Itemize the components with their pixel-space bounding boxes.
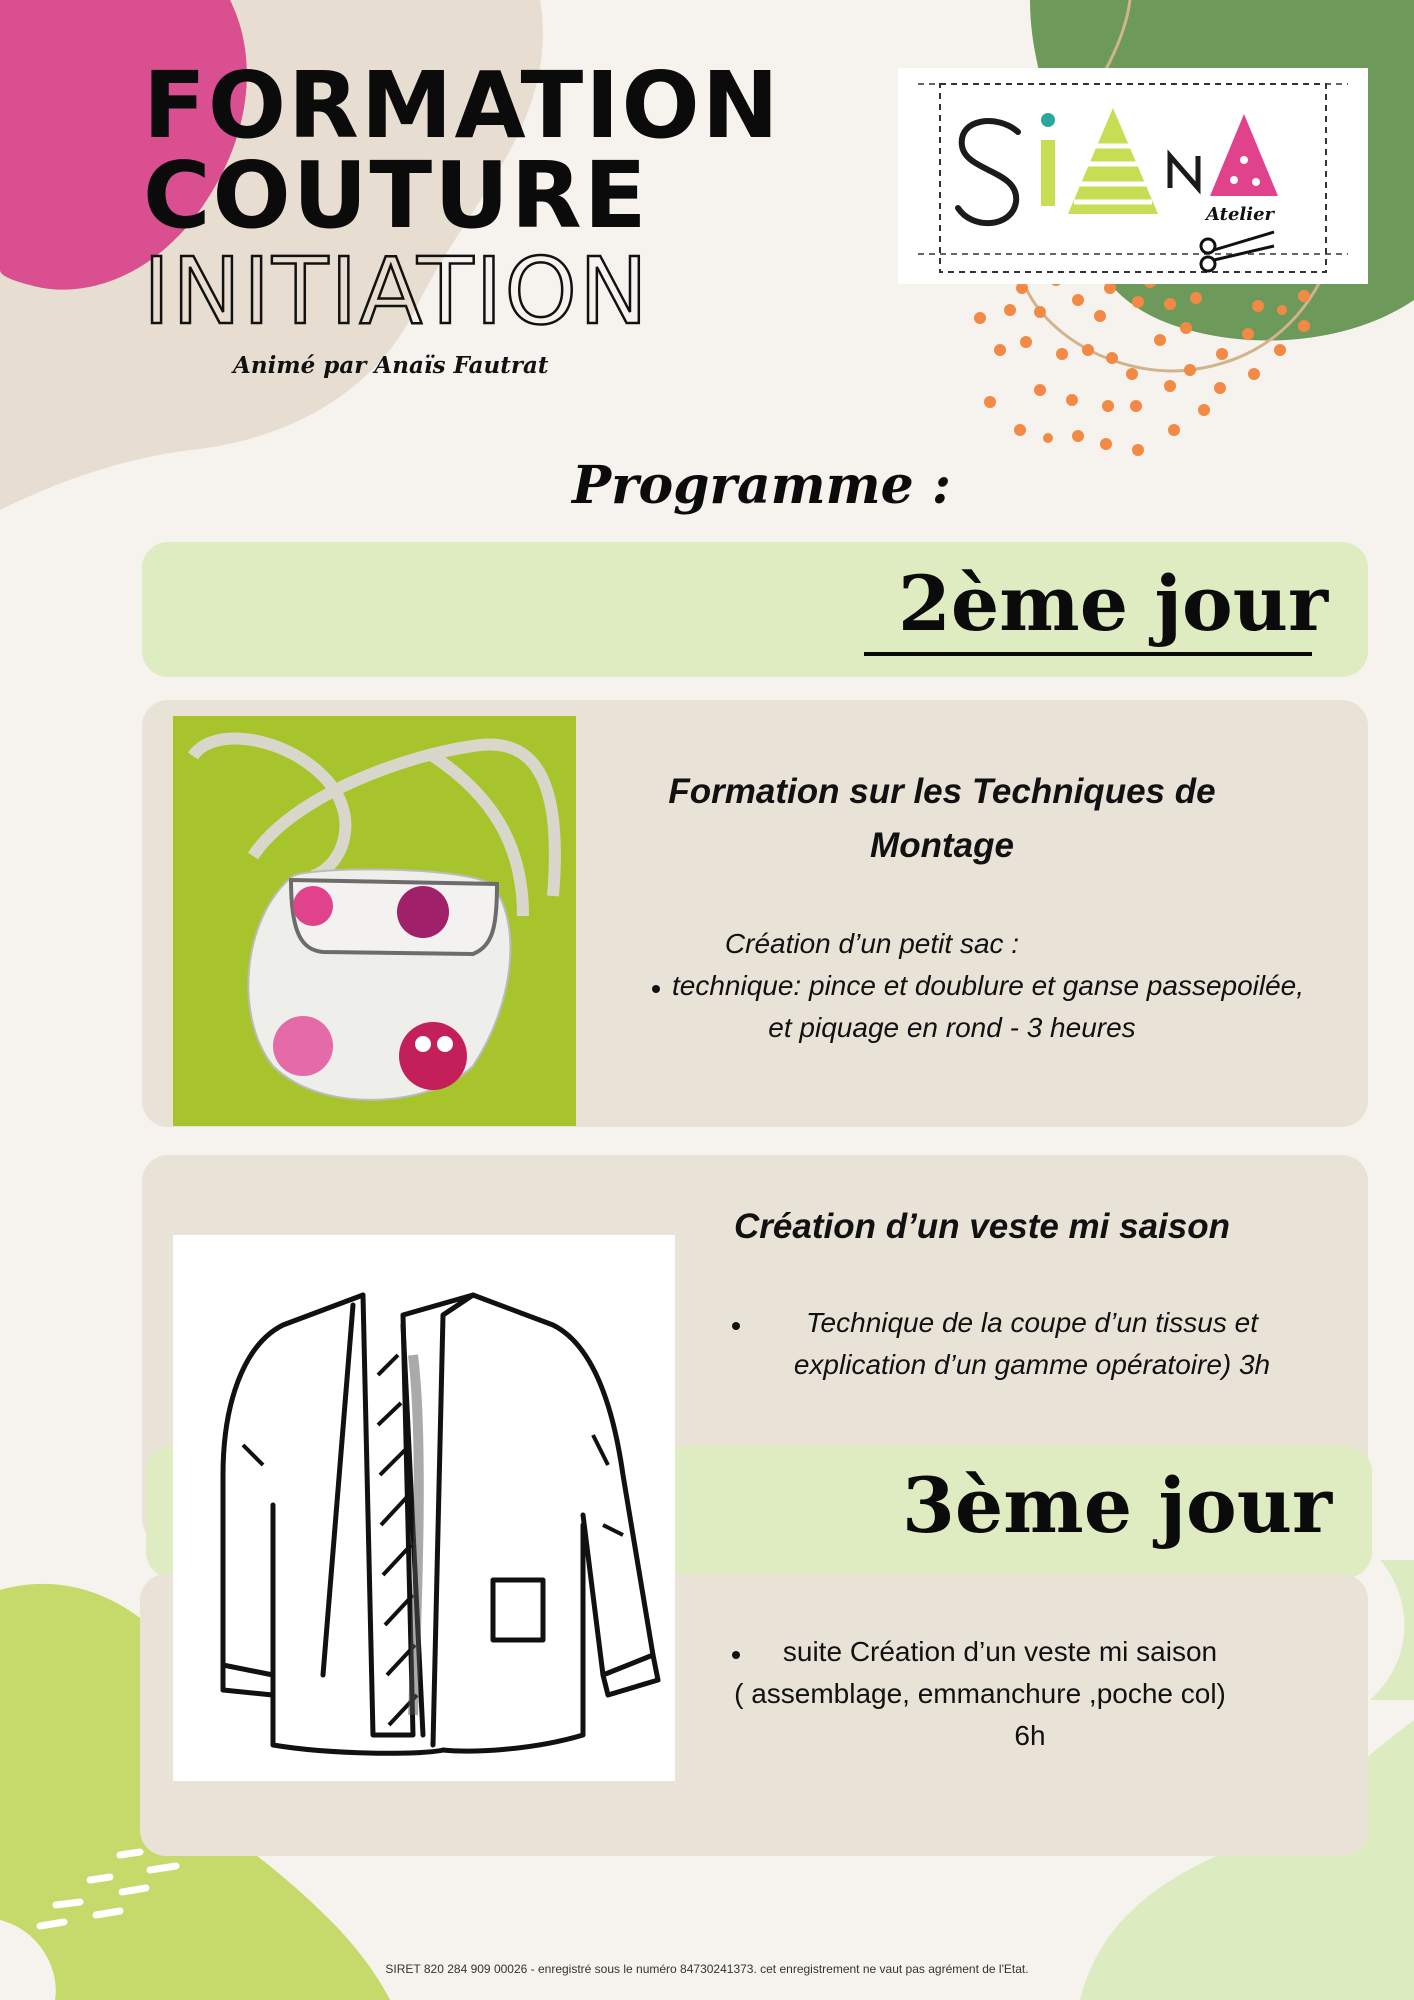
montage-title-line2: Montage: [870, 826, 1014, 865]
veste-bullet-line2: explication d’un gamme opératoire) 3h: [793, 1349, 1271, 1380]
logo-tagline: Atelier: [1206, 204, 1275, 225]
veste-bullet-line1: Technique de la coupe d’un tissus et: [806, 1307, 1258, 1338]
day3-bullet-line1: suite Création d’un veste mi saison: [782, 1636, 1218, 1667]
veste-title: Création d’un veste mi saison: [734, 1207, 1230, 1246]
logo-artwork: [898, 68, 1368, 284]
bag-photo: [173, 716, 576, 1126]
montage-title-line1: Formation sur les Techniques de: [668, 772, 1216, 811]
day3-label: 3ème jour: [902, 1461, 1332, 1550]
subtitle-anime-par: Animé par Anaïs Fautrat: [233, 352, 549, 379]
orange-dots-decoration: [960, 270, 1360, 470]
day2-underline: [864, 652, 1312, 656]
montage-bullet-line1: technique: pince et doublure et ganse passepoilée,: [672, 970, 1305, 1001]
day3-bullet-line2: ( assemblage, emmanchure ,poche col): [734, 1678, 1226, 1709]
jacket-sketch: [173, 1235, 675, 1781]
bag-illustration: [173, 716, 576, 1126]
title-couture: COUTURE: [143, 142, 649, 249]
bullet-dot: [732, 1322, 740, 1330]
title-formation: FORMATION: [143, 52, 781, 159]
bullet-dot: [652, 985, 660, 993]
jacket-illustration: [173, 1235, 675, 1781]
bullet-dot: [732, 1651, 740, 1659]
montage-intro: Création d’un petit sac :: [724, 928, 1020, 959]
section-techniques-montage: [142, 700, 1368, 1127]
day2-label: 2ème jour: [898, 559, 1328, 648]
montage-bullet-line2: et piquage en rond - 3 heures: [768, 1012, 1136, 1043]
day2-banner: [142, 542, 1368, 677]
title-initiation: INITIATION: [143, 238, 650, 345]
footer-legal: SIRET 820 284 909 00026 - enregistré sous le numéro 84730241373. cet enregistrement ne vaut pas agrément de l'Etat.: [385, 1962, 1029, 1976]
day3-bullet-line3: 6h: [1014, 1720, 1046, 1751]
siana-logo: [898, 68, 1368, 284]
programme-heading: Programme :: [572, 455, 952, 516]
